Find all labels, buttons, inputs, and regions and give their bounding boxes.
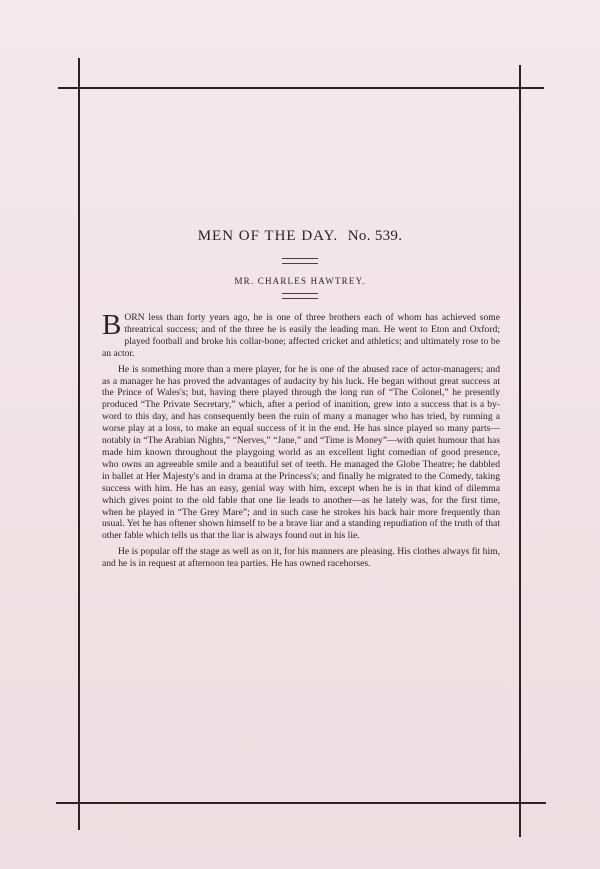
subtitle: MR. CHARLES HAWTREY.: [234, 276, 366, 286]
title-text: MEN OF THE DAY.: [197, 228, 339, 244]
title-ornament-rule: [282, 258, 318, 264]
frame-bottom-rule: [56, 802, 546, 804]
article-body: [102, 309, 500, 574]
paragraph-1: [102, 309, 500, 360]
drop-cap: B: [102, 309, 122, 341]
frame-top-rule: [58, 87, 544, 89]
issue-number: No. 539.: [347, 228, 403, 244]
paragraph-2: He is something more than a mere player, for he is one of the abused race of actor-managers; and as a manager he has proved the advantages of audacity by his luck. He began without great success at the Prince of Wales's; but, having there played through the long run of “The Colonel,” he presently produced “The Private Secretary,” which, after a period of inanition, grew into a success that is a by-word to this day, and has consequently been the ruin of many a manager who has tried, by running a worse play at a loss, to make an equal success of it in the end. He has since played so many parts—notably in “The Arabian Nights,” “Nerves,” “Jane,” and “Time is Money”—with quiet humour that has made him known throughout the playgoing world as an excellent light comedian of good presence, who owns an agreeable smile and a beautiful set of teeth. He managed the Globe Theatre; he dabbled in ballet at Her Majesty's and in drama at the Princess's; and finally he migrated to the Comedy, taking success with him. He has an easy, genial way with him, except when he is in that kind of dilemma which gives point to the old fable that one lie leads to another—as he lately was, for the first time, when he played in “The Grey Mare”; and in such case he strokes his back hair more frequently than usual. Yet he has oftener shown himself to be a brave liar and a standing repudiation of the truth of that other fable which tells us that the liar is always found out in his lie.: [102, 363, 500, 542]
page-title: [90, 228, 510, 245]
paragraph-1-text: ORN less than forty years ago, he is one of three brothers each of whom has achieved some threatrical success; and of the three he is easily the leading man. He went to Eton and Oxford; played football and broke his collar-bone; affected cricket and athletics; and ultimately rose to be an actor.: [102, 312, 500, 359]
frame-right-rule: [519, 65, 521, 837]
subtitle-ornament-rule: [282, 293, 318, 299]
frame-left-rule: [78, 58, 80, 830]
paragraph-3: He is popular off the stage as well as on it, for his manners are pleasing. His clothes always fit him, and he is in request at afternoon tea parties. He has owned racehorses.: [102, 546, 500, 570]
